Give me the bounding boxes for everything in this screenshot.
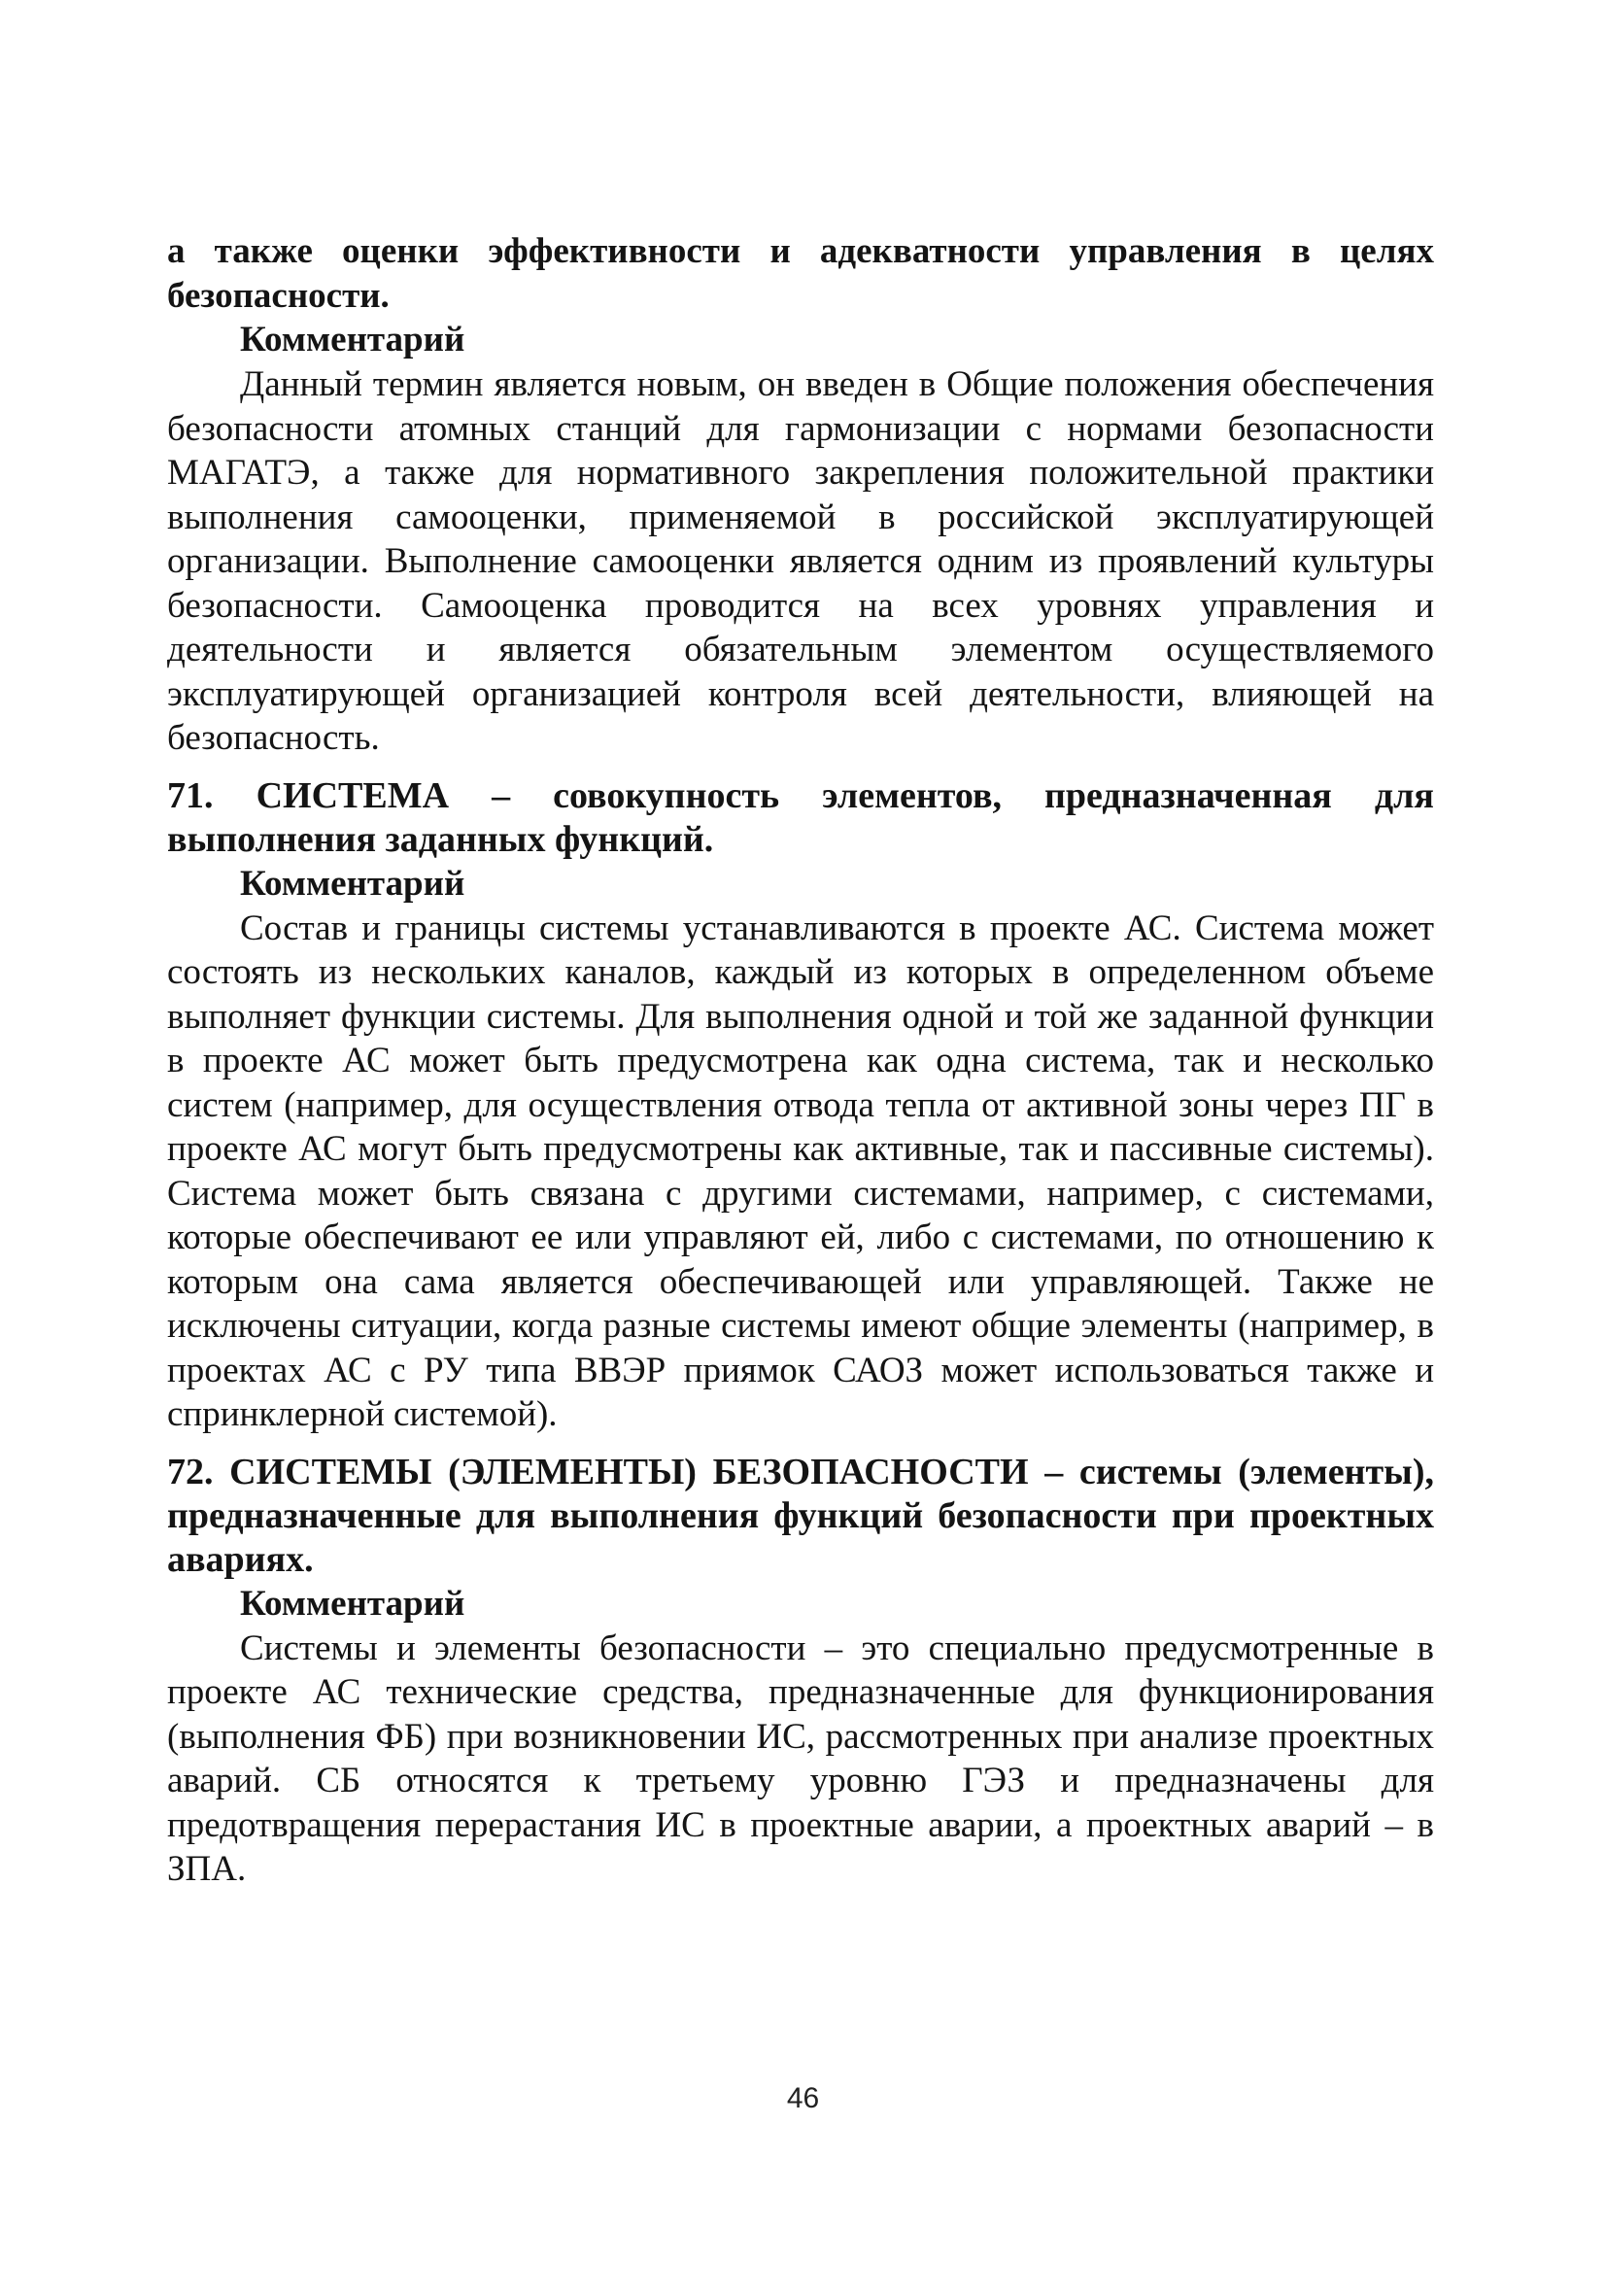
- comment-paragraph: Данный термин является новым, он введен в Общие положения обеспечения безопасности атомных станций для гармонизации с нормами безопасности МАГАТЭ, а также для нормативного закрепления положительной практики выполнения самооценки, применяемой в российской эксплуатирующей организации. Выполнение самооценки является одним из проявлений культуры безопасности. Самооценка проводится на всех уровнях управления и деятельности и является обязательным элементом осуществляемого эксплуатирующей организацией контроля всей деятельности, влияющей на безопасность.: [167, 364, 1434, 758]
- page-number: 46: [786, 2082, 820, 2114]
- comment-heading: Комментарий: [240, 320, 465, 360]
- term-71-definition: 71. СИСТЕМА – совокупность элементов, предназначенная для выполнения заданных функций.: [167, 774, 1434, 860]
- term-72-definition: 72. СИСТЕМЫ (ЭЛЕМЕНТЫ) БЕЗОПАСНОСТИ – системы (элементы), предназначенные для выполнения функций безопасности при проектных авариях.: [167, 1451, 1434, 1580]
- continued-definition: а также оценки эффективности и адекватности управления в целях безопасности.: [167, 231, 1434, 316]
- comment-paragraph: Системы и элементы безопасности – это специально предусмотренные в проекте АС технические средства, предназначенные для функционирования (выполнения ФБ) при возникновении ИС, рассмотренных при анализе проектных аварий. СБ относятся к третьему уровню ГЭЗ и предназначены для предотвращения перерастания ИС в проектные аварии, а проектных аварий – в ЗПА.: [167, 1628, 1434, 1889]
- page-body: [167, 229, 1434, 1892]
- comment-heading: Комментарий: [240, 863, 465, 904]
- comment-heading: Комментарий: [240, 1583, 465, 1624]
- comment-paragraph: Состав и границы системы устанавливаются в проекте АС. Система может состоять из нескольких каналов, каждый из которых в определенном объеме выполняет функции системы. Для выполнения одной и той же заданной функции в проекте АС может быть предусмотрена как одна система, так и несколько систем (например, для осуществления отвода тепла от активной зоны через ПГ в проекте АС могут быть предусмотрены как активные, так и пассивные системы). Система может быть связана с другими системами, например, с системами, которые обеспечивают ее или управляют ей, либо с системами, по отношению к которым она сама является обеспечивающей или управляющей. Также не исключены ситуации, когда разные системы имеют общие элементы (например, в проектах АС с РУ типа ВВЭР приямок САОЗ может использоваться также и спринклерной системой).: [167, 908, 1434, 1434]
